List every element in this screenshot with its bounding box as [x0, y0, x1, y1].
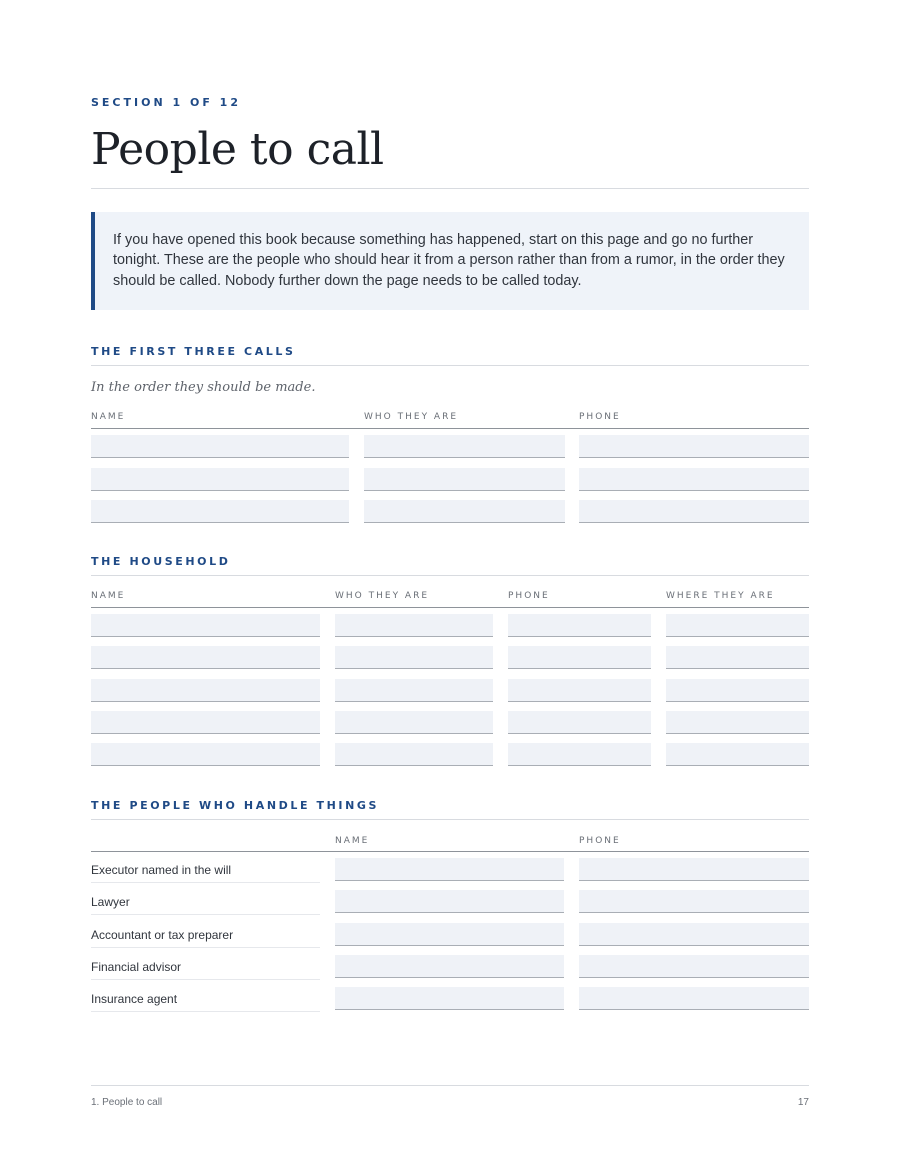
household-where-field[interactable] — [666, 743, 809, 766]
household-divider — [91, 575, 809, 576]
first-calls-who-field[interactable] — [364, 468, 565, 491]
first-calls-note: In the order they should be made. — [91, 380, 316, 395]
handler-role-label: Insurance agent — [91, 987, 320, 1012]
title-divider — [91, 188, 809, 189]
first-calls-header-line — [91, 428, 809, 429]
handler-phone-field[interactable] — [579, 987, 809, 1010]
handler-name-field[interactable] — [335, 923, 564, 946]
handler-name-field[interactable] — [335, 858, 564, 881]
first-calls-phone-field[interactable] — [579, 435, 809, 458]
household-header-line — [91, 607, 809, 608]
household-name-field[interactable] — [91, 646, 320, 669]
household-name-field[interactable] — [91, 743, 320, 766]
household-who-field[interactable] — [335, 679, 493, 702]
household-who-field[interactable] — [335, 614, 493, 637]
footer-divider — [91, 1085, 809, 1086]
household-heading: THE HOUSEHOLD — [91, 555, 231, 568]
handler-phone-field[interactable] — [579, 923, 809, 946]
household-name-field[interactable] — [91, 679, 320, 702]
handler-phone-field[interactable] — [579, 858, 809, 881]
first-calls-col-phone: PHONE — [579, 412, 621, 422]
handler-role-label: Executor named in the will — [91, 858, 320, 883]
household-where-field[interactable] — [666, 679, 809, 702]
handler-role-label: Accountant or tax preparer — [91, 923, 320, 948]
worksheet-page — [91, 0, 809, 1165]
first-calls-phone-field[interactable] — [579, 468, 809, 491]
household-phone-field[interactable] — [508, 614, 651, 637]
first-calls-col-who: WHO THEY ARE — [364, 412, 459, 422]
household-phone-field[interactable] — [508, 743, 651, 766]
household-phone-field[interactable] — [508, 646, 651, 669]
section-label: SECTION 1 OF 12 — [91, 96, 241, 109]
household-col-phone: PHONE — [508, 591, 550, 601]
handlers-header-line — [91, 851, 809, 852]
household-where-field[interactable] — [666, 614, 809, 637]
footer-page-number: 17 — [797, 1097, 809, 1108]
first-calls-phone-field[interactable] — [579, 500, 809, 523]
household-phone-field[interactable] — [508, 711, 651, 734]
household-phone-field[interactable] — [508, 679, 651, 702]
household-who-field[interactable] — [335, 743, 493, 766]
handler-phone-field[interactable] — [579, 955, 809, 978]
first-calls-name-field[interactable] — [91, 500, 349, 523]
handler-role-label: Lawyer — [91, 890, 320, 915]
handler-name-field[interactable] — [335, 987, 564, 1010]
household-col-who: WHO THEY ARE — [335, 591, 430, 601]
first-calls-name-field[interactable] — [91, 435, 349, 458]
handler-role-label: Financial advisor — [91, 955, 320, 980]
footer-section-name: 1. People to call — [91, 1097, 163, 1108]
first-calls-divider — [91, 365, 809, 366]
household-name-field[interactable] — [91, 711, 320, 734]
handlers-col-phone: PHONE — [579, 836, 621, 846]
household-where-field[interactable] — [666, 711, 809, 734]
household-col-name: NAME — [91, 591, 126, 601]
first-calls-who-field[interactable] — [364, 500, 565, 523]
instruction-callout — [91, 212, 809, 310]
first-calls-name-field[interactable] — [91, 468, 349, 491]
first-calls-who-field[interactable] — [364, 435, 565, 458]
callout-text: If you have opened this book because something has happened, start on this page and go no further tonight. These are the people who should hear it from a person rather than from a rumor, in the order they should be called. Nobody further down the page needs to be called today. — [113, 232, 785, 289]
handler-name-field[interactable] — [335, 890, 564, 913]
household-who-field[interactable] — [335, 646, 493, 669]
first-calls-col-name: NAME — [91, 412, 126, 422]
household-name-field[interactable] — [91, 614, 320, 637]
handler-name-field[interactable] — [335, 955, 564, 978]
handlers-col-name: NAME — [335, 836, 370, 846]
household-col-where: WHERE THEY ARE — [666, 591, 775, 601]
first-calls-heading: THE FIRST THREE CALLS — [91, 345, 296, 358]
handler-phone-field[interactable] — [579, 890, 809, 913]
page-title: People to call — [91, 124, 384, 175]
handlers-heading: THE PEOPLE WHO HANDLE THINGS — [91, 799, 380, 812]
household-where-field[interactable] — [666, 646, 809, 669]
handlers-divider — [91, 819, 809, 820]
household-who-field[interactable] — [335, 711, 493, 734]
